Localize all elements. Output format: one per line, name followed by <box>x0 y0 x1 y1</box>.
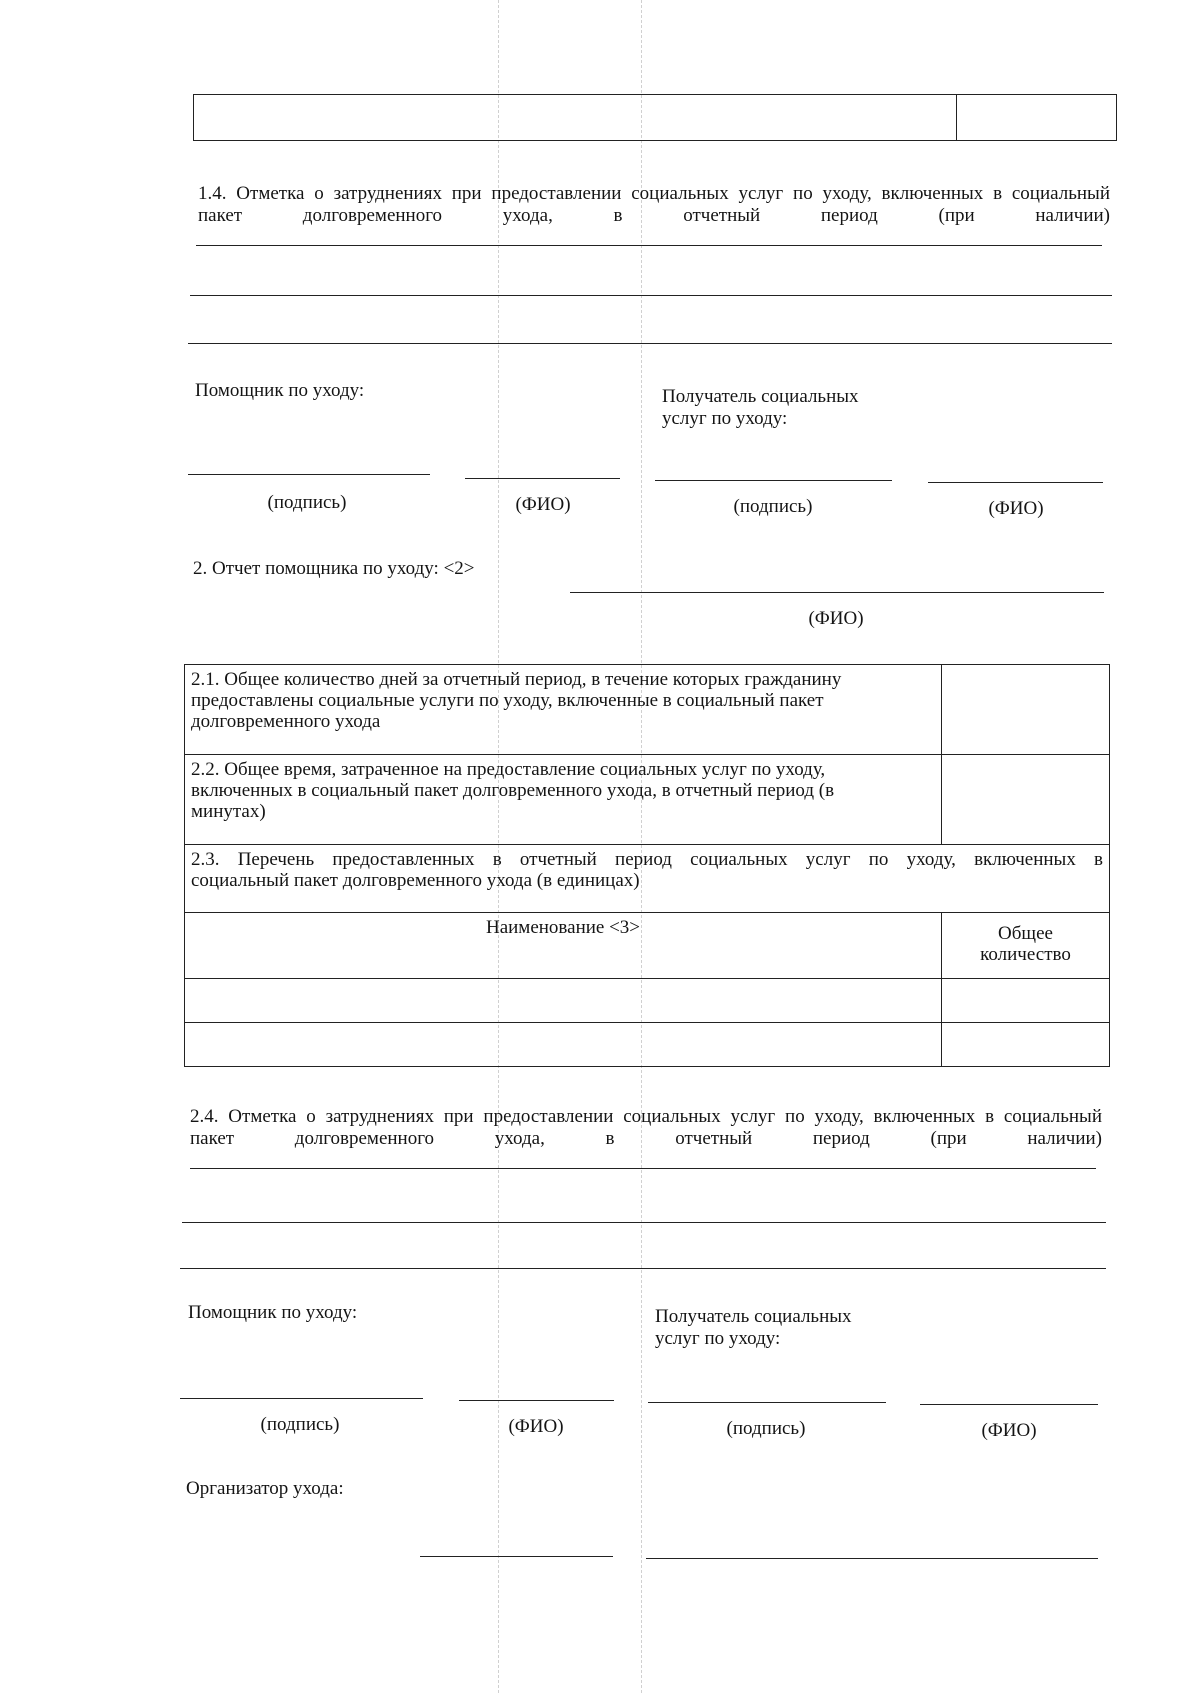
recipient-signature-caption: (подпись) <box>733 496 813 517</box>
row-2-3-text: 2.3. Перечень предоставленных в отчетный период социальных услуг по уходу, включенных в социальный пакет долговременного ухода (в единицах) <box>185 845 1110 913</box>
helper-fio-line[interactable] <box>465 478 620 479</box>
recipient-fio-line[interactable] <box>928 482 1103 483</box>
top-table-cell-value[interactable] <box>957 95 1117 141</box>
top-table-cell-main[interactable] <box>194 95 957 141</box>
helper-label: Помощник по уходу: <box>195 380 365 401</box>
helper-fio-line[interactable] <box>459 1400 614 1401</box>
recipient-label-line1: Получатель социальных <box>655 1306 852 1327</box>
row-2-1-value[interactable] <box>942 665 1110 755</box>
answer-line[interactable] <box>190 295 1112 296</box>
helper-fio-caption: (ФИО) <box>508 1416 564 1437</box>
service-total-cell[interactable] <box>942 1023 1110 1067</box>
section-2-4-line1: 2.4. Отметка о затруднениях при предоставлении социальных услуг по уходу, включенных в социальный <box>190 1106 1102 1127</box>
section-2-fio-line[interactable] <box>570 592 1104 593</box>
top-table <box>193 94 1117 141</box>
table-row <box>185 845 1110 913</box>
table-row <box>185 755 1110 845</box>
recipient-label <box>655 1306 852 1350</box>
section-2-fio-caption: (ФИО) <box>808 608 864 629</box>
helper-signature-line[interactable] <box>180 1398 423 1399</box>
recipient-label <box>662 386 859 430</box>
row-2-2-value[interactable] <box>942 755 1110 845</box>
helper-signature-caption: (подпись) <box>267 492 347 513</box>
recipient-fio-caption: (ФИО) <box>981 1420 1037 1441</box>
service-name-cell[interactable] <box>185 1023 942 1067</box>
helper-label: Помощник по уходу: <box>188 1302 358 1323</box>
section-2-title: 2. Отчет помощника по уходу: <2> <box>193 558 475 579</box>
recipient-fio-caption: (ФИО) <box>988 498 1044 519</box>
recipient-label-line2: услуг по уходу: <box>662 408 788 429</box>
answer-line[interactable] <box>182 1222 1106 1223</box>
report-table <box>184 664 1110 1067</box>
answer-line[interactable] <box>196 245 1102 246</box>
organizer-fio-line[interactable] <box>646 1558 1098 1559</box>
answer-line[interactable] <box>188 343 1112 344</box>
recipient-label-line1: Получатель социальных <box>662 386 859 407</box>
section-1-4-line1: 1.4. Отметка о затруднениях при предоставлении социальных услуг по уходу, включенных в социальный <box>198 183 1110 204</box>
helper-fio-caption: (ФИО) <box>515 494 571 515</box>
section-2-4-text <box>190 1106 1102 1150</box>
answer-line[interactable] <box>180 1268 1106 1269</box>
recipient-fio-line[interactable] <box>920 1404 1098 1405</box>
table-row <box>185 665 1110 755</box>
recipient-signature-line[interactable] <box>648 1402 886 1403</box>
recipient-label-line2: услуг по уходу: <box>655 1328 781 1349</box>
helper-signature-line[interactable] <box>188 474 430 475</box>
row-2-2-text: 2.2. Общее время, затраченное на предоставление социальных услуг по уходу, включенных в социальный пакет долговременного ухода, в отчетный период (в минутах) <box>185 755 942 845</box>
column-header-name: Наименование <3> <box>185 913 942 979</box>
organizer-signature-line[interactable] <box>420 1556 613 1557</box>
service-name-cell[interactable] <box>185 979 942 1023</box>
table-row <box>185 979 1110 1023</box>
service-total-cell[interactable] <box>942 979 1110 1023</box>
helper-signature-caption: (подпись) <box>260 1414 340 1435</box>
recipient-signature-line[interactable] <box>655 480 892 481</box>
section-2-4-line2: пакет долговременного ухода, в отчетный период (при наличии) <box>190 1128 1102 1149</box>
section-1-4-text <box>198 183 1110 227</box>
table-row <box>185 1023 1110 1067</box>
column-header-total: Общее количество <box>942 913 1110 979</box>
answer-line[interactable] <box>190 1168 1096 1169</box>
organizer-label: Организатор ухода: <box>186 1478 344 1499</box>
row-2-1-text: 2.1. Общее количество дней за отчетный период, в течение которых гражданину предоставлены социальные услуги по уходу, включенные в социальный пакет долговременного ухода <box>185 665 942 755</box>
recipient-signature-caption: (подпись) <box>726 1418 806 1439</box>
table-header-row <box>185 913 1110 979</box>
section-1-4-line2: пакет долговременного ухода, в отчетный период (при наличии) <box>198 205 1110 226</box>
